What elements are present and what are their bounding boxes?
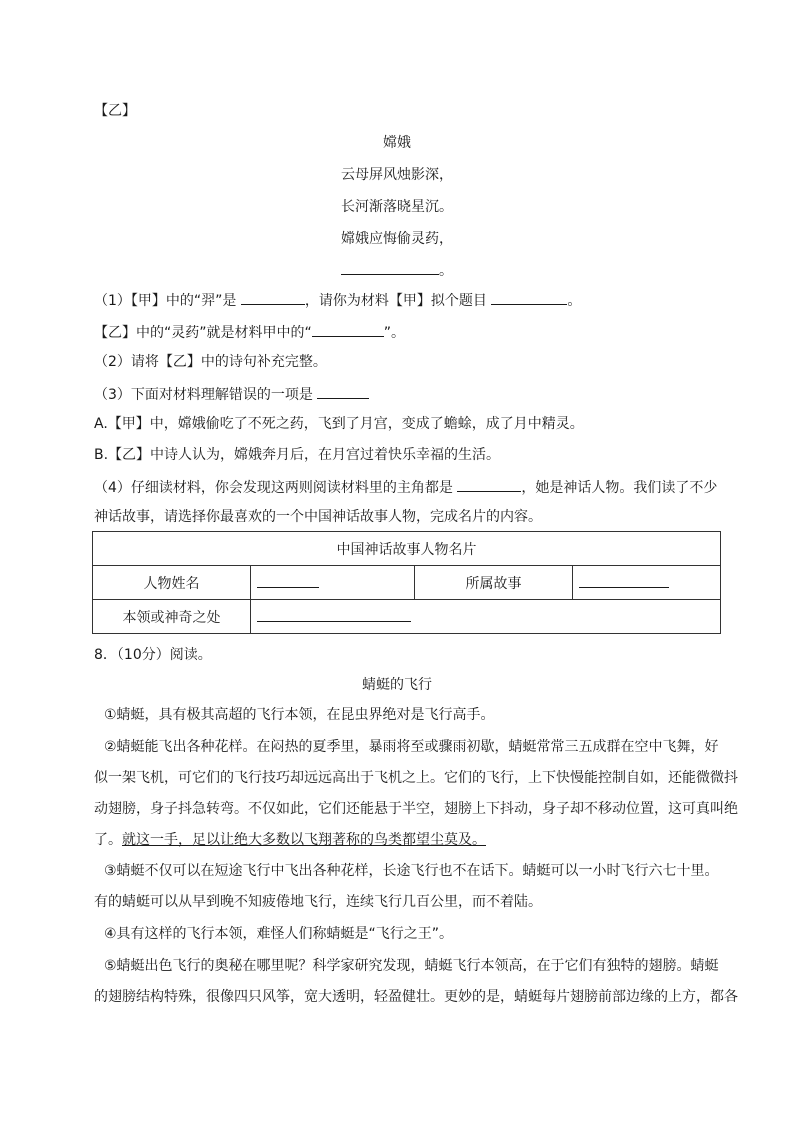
q1-answer-blank-1[interactable] bbox=[241, 289, 305, 305]
myth-character-card bbox=[92, 531, 721, 634]
poem-title: 嫦娥 bbox=[383, 135, 411, 151]
card-name-blank[interactable] bbox=[257, 573, 319, 588]
q3-answer-blank[interactable] bbox=[317, 383, 369, 399]
card-name-label: 人物姓名 bbox=[93, 566, 251, 600]
question-1: （1）【甲】中的“羿”是 ，请你为材料【甲】拟个题目 。 bbox=[94, 289, 581, 311]
question-4: （4）仔细读材料，你会发现这两则阅读材料里的主角都是 ，她是神话人物。我们读了不少 bbox=[94, 476, 717, 498]
card-story-blank[interactable] bbox=[579, 573, 669, 588]
q8-paragraph-1: ①蜻蜓，具有极其高超的飞行本领，在昆虫界绝对是飞行高手。 bbox=[104, 707, 495, 723]
card-story-cell[interactable] bbox=[573, 566, 721, 600]
card-title: 中国神话故事人物名片 bbox=[93, 532, 721, 566]
q8-paragraph-3-line-1: ③蜻蜓不仅可以在短途飞行中飞出各种花样，长途飞行也不在话下。蜻蜓可以一小时飞行六七十里。 bbox=[104, 863, 719, 879]
q8-title: 蜻蜓的飞行 bbox=[362, 677, 432, 693]
underlined-sentence: 就这一手，足以让绝大多数以飞翔著称的鸟类都望尘莫及。 bbox=[122, 832, 486, 848]
q8-paragraph-2-line-1: ②蜻蜓能飞出各种花样。在闷热的夏季里，暴雨将至或骤雨初歇，蜻蜓常常三五成群在空中飞舞，好 bbox=[104, 739, 719, 755]
q8-paragraph-2-line-4: 了。就这一手，足以让绝大多数以飞翔著称的鸟类都望尘莫及。 bbox=[94, 832, 486, 848]
card-ability-label: 本领或神奇之处 bbox=[93, 600, 251, 634]
q8-paragraph-2-line-2: 似一架飞机，可它们的飞行技巧却远远高出于飞机之上。它们的飞行，上下快慢能控制自如，还能微微抖 bbox=[94, 770, 738, 786]
question-2: （2）请将【乙】中的诗句补充完整。 bbox=[94, 354, 327, 370]
material-b-label: 【乙】 bbox=[94, 103, 136, 119]
q3-option-a: A.【甲】中，嫦娥偷吃了不死之药，飞到了月宫，变成了蟾蜍，成了月中精灵。 bbox=[94, 416, 584, 432]
card-story-label: 所属故事 bbox=[415, 566, 573, 600]
question-1-line-2: 【乙】中的“灵药”就是材料甲中的“ ”。 bbox=[94, 321, 405, 343]
poem-line-3: 嫦娥应悔偷灵药， bbox=[341, 231, 453, 247]
q8-paragraph-4: ④具有这样的飞行本领，难怪人们称蜻蜓是“飞行之王”。 bbox=[104, 926, 454, 942]
question-4-line-2: 神话故事，请选择你最喜欢的一个中国神话故事人物，完成名片的内容。 bbox=[94, 509, 542, 525]
poem-answer-blank[interactable] bbox=[341, 259, 439, 275]
card-ability-cell[interactable] bbox=[251, 600, 721, 634]
poem-line-2: 长河渐落晓星沉。 bbox=[341, 199, 453, 215]
card-name-cell[interactable] bbox=[251, 566, 415, 600]
q8-paragraph-5-line-2: 的翅膀结构特殊，很像四只风筝，宽大透明，轻盈健壮。更妙的是，蜻蜓每片翅膀前部边缘的上方，都各 bbox=[94, 989, 738, 1005]
q3-option-b: B.【乙】中诗人认为，嫦娥奔月后，在月宫过着快乐幸福的生活。 bbox=[94, 447, 501, 463]
q1-answer-blank-2[interactable] bbox=[491, 289, 567, 305]
poem-line-4: 。 bbox=[0, 259, 794, 281]
q1-answer-blank-3[interactable] bbox=[312, 321, 384, 337]
q8-paragraph-5-line-1: ⑤蜻蜓出色飞行的奥秘在哪里呢？科学家研究发现，蜻蜓飞行本领高，在于它们有独特的翅膀。蜻蜓 bbox=[104, 958, 719, 974]
q8-header: 8．（10分）阅读。 bbox=[94, 647, 212, 663]
poem-line-1: 云母屏风烛影深， bbox=[341, 167, 453, 183]
card-ability-blank[interactable] bbox=[257, 607, 411, 622]
q4-answer-blank[interactable] bbox=[457, 476, 521, 492]
q8-paragraph-3-line-2: 有的蜻蜓可以从早到晚不知疲倦地飞行，连续飞行几百公里，而不着陆。 bbox=[94, 894, 542, 910]
q8-paragraph-2-line-3: 动翅膀，身子抖急转弯。不仅如此，它们还能悬于半空，翅膀上下抖动，身子却不移动位置，这可真叫绝 bbox=[94, 801, 738, 817]
question-3: （3）下面对材料理解错误的一项是 bbox=[94, 383, 369, 405]
